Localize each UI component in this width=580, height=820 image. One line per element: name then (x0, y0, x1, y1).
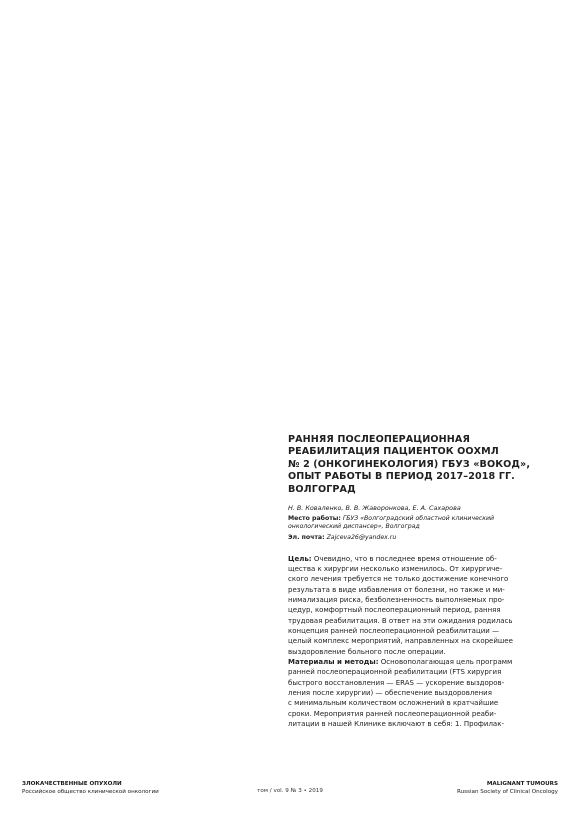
email-row (288, 534, 550, 542)
body-line: с минимальным количеством осложнений в кратчайшие (288, 699, 499, 708)
body-line: щества к хирургии несколько изменилось. От хирургиче- (288, 564, 503, 573)
methods-label: Материалы и методы: (288, 658, 379, 667)
title-line: РЕАБИЛИТАЦИЯ ПАЦИЕНТОК ООХМЛ (288, 446, 499, 458)
body-line: ления после хирургии) — обеспечение выздоровления (288, 689, 492, 698)
body-line: концепция ранней послеоперационной реабилитации — (288, 627, 500, 636)
body-line: быстрого восстановления — ERAS — ускорение выздоров- (288, 678, 505, 687)
footer-journal-en: MALIGNANT TUMOURS (486, 781, 558, 787)
email-link[interactable]: Zajceva26@yandex.ru (326, 534, 397, 542)
body-line (288, 657, 550, 667)
title-line: № 2 (ОНКОГИНЕКОЛОГИЯ) ГБУЗ «ВОКОД», (288, 458, 531, 470)
body-line: целый комплекс мероприятий, направленных на скорейшее (288, 637, 513, 646)
title-line: ВОЛГОГРАД (288, 483, 356, 495)
body-line: ранней послеоперационной реабилитации (FTS хирургия (288, 668, 502, 677)
workplace (288, 515, 550, 531)
email-label: Эл. почта: (288, 534, 325, 542)
body-line (288, 554, 550, 564)
body-line: ского лечения требуется не только достижение конечного (288, 575, 509, 584)
footer-society-en: Russian Society of Clinical Oncology (456, 789, 558, 795)
workplace-value-cont: онкологический диспансер», Волгоград (288, 523, 420, 531)
body-line: цедур, комфортный послеоперационный период, ранняя (288, 606, 501, 615)
footer-journal-ru: ЗЛОКАЧЕСТВЕННЫЕ ОПУХОЛИ (22, 781, 122, 787)
article-title (288, 434, 550, 496)
footer-volume: том / vol. 9 № 3 • 2019 (257, 788, 323, 794)
footer-right (457, 780, 558, 796)
workplace-value: ГБУЗ «Волгоградский областной клинический (342, 515, 495, 523)
body-line: выздоровление больного после операции. (288, 647, 446, 656)
body-line: трудовая реабилитация. В ответ на эти ожидания родилась (288, 616, 513, 625)
body-line: сроки. Мероприятия ранней послеоперационной реаби- (288, 709, 497, 718)
methods-text: Основополагающая цель программ (380, 658, 513, 667)
body-line: нимализация риска, безболезненность выполняемых про- (288, 596, 505, 605)
article-block (288, 434, 550, 729)
workplace-label: Место работы: (288, 515, 341, 523)
goal-text: Очевидно, что в последнее время отношение об- (313, 554, 497, 563)
goal-label: Цель: (288, 554, 312, 563)
body-line: результата в виде избавления от болезни, но также и ми- (288, 585, 505, 594)
body-line: литации в нашей Клинике включают в себя: 1. Профилак- (288, 720, 504, 729)
title-line: РАННЯЯ ПОСЛЕОПЕРАЦИОННАЯ (288, 434, 470, 445)
abstract-body (288, 554, 550, 730)
footer-society-ru: Российское общество клинической онкологии (22, 789, 159, 795)
authors: Н. В. Коваленко, В. В. Жаворонкова, Е. А. Сахарова (288, 504, 461, 513)
title-line: ОПЫТ РАБОТЫ В ПЕРИОД 2017–2018 ГГ. (288, 471, 515, 483)
